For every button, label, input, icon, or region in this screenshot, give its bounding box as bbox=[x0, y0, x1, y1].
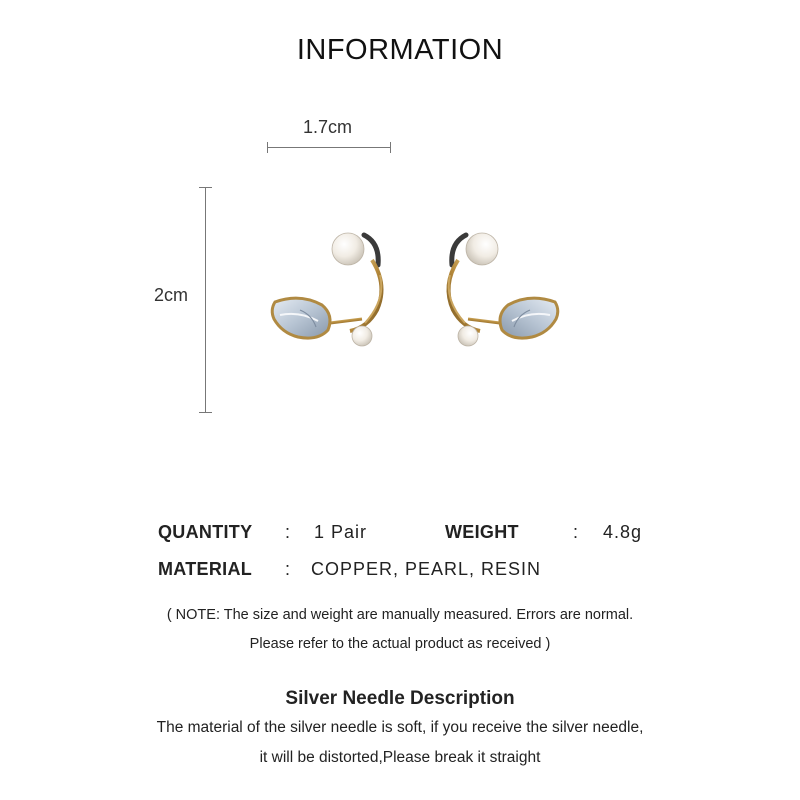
material-label: MATERIAL bbox=[158, 559, 253, 579]
note-line-2: Please refer to the actual product as received ) bbox=[249, 636, 551, 652]
page-title: INFORMATION bbox=[296, 34, 504, 66]
weight-label: WEIGHT bbox=[445, 522, 519, 542]
material-separator: : bbox=[285, 559, 291, 579]
silver-needle-line-2: it will be distorted,Please break it straight bbox=[259, 749, 541, 766]
width-label: 1.7cm bbox=[303, 117, 353, 137]
silver-needle-line-1: The material of the silver needle is soft, if you receive the silver needle, bbox=[156, 719, 644, 736]
weight-value: 4.8g bbox=[603, 522, 643, 542]
quantity-separator: : bbox=[285, 522, 291, 542]
quantity-label: QUANTITY bbox=[158, 522, 253, 542]
tulip-pearl-earrings-icon bbox=[260, 215, 570, 365]
note-line-1: ( NOTE: The size and weight are manually measured. Errors are normal. bbox=[166, 607, 634, 623]
quantity-value: 1 Pair bbox=[314, 522, 368, 542]
right-earring bbox=[449, 233, 558, 346]
height-label: 2cm bbox=[154, 285, 189, 305]
material-value: COPPER, PEARL, RESIN bbox=[311, 559, 542, 579]
silver-needle-heading: Silver Needle Description bbox=[285, 688, 515, 709]
weight-separator: : bbox=[573, 522, 579, 542]
left-earring bbox=[272, 233, 381, 346]
